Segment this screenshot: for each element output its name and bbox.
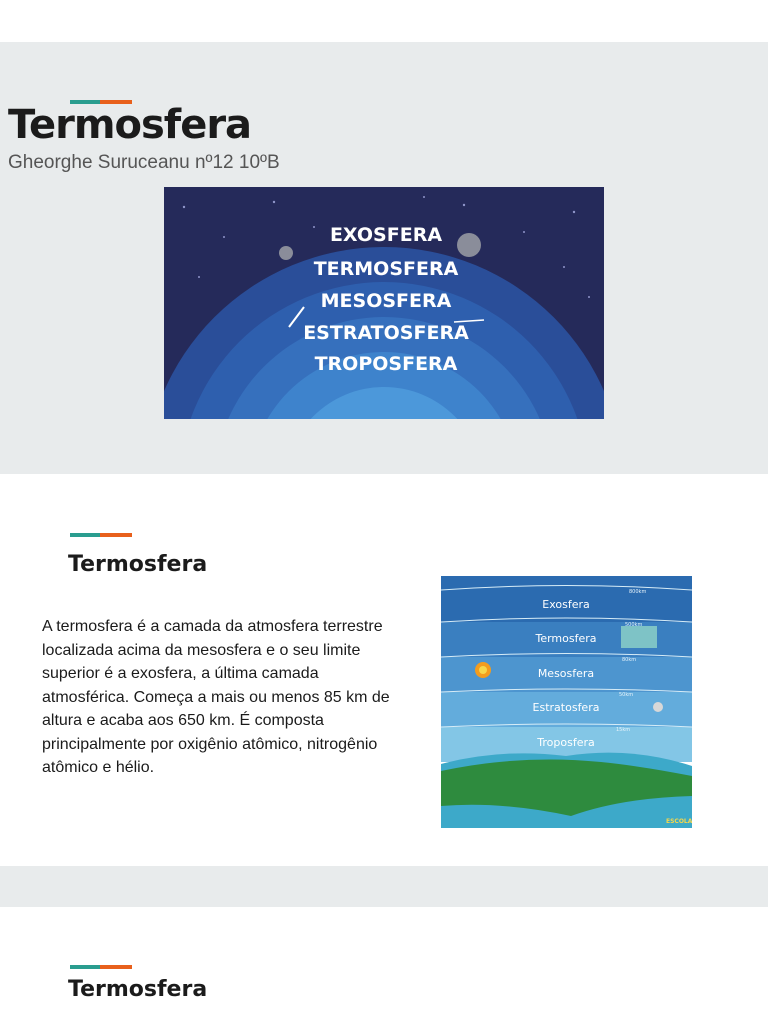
altitude-label-500: 500km [625, 622, 643, 628]
altitude-label-800: 800km [629, 589, 647, 595]
diagram-label-mesosfera: Mesosfera [537, 667, 595, 680]
slide-1 [0, 42, 768, 474]
atmosphere-diagram-image [441, 576, 692, 828]
diagram-label-estratosfera: Estratosfera [532, 701, 600, 714]
diagram-label-termosfera: Termosfera [535, 632, 597, 645]
layer-label-mesosfera: MESOSFERA [320, 290, 452, 312]
layer-label-troposfera: TROPOSFERA [314, 353, 458, 375]
diagram-label-troposfera: Troposfera [537, 736, 595, 749]
altitude-label-15: 15km [616, 727, 631, 733]
layer-label-estratosfera: ESTRATOSFERA [303, 322, 469, 344]
body-paragraph: A termosfera é a camada da atmosfera terrestre localizada acima da mesosfera e o seu limite superior é a exosfera, a última camada atmosférica. Começa a mais ou menos 85 km de altura e acaba aos 650 km. É composta principalmente por oxigênio atômico, nitrogênio atômico e hélio. [42, 618, 390, 776]
layer-label-exosfera: EXOSFERA [329, 224, 443, 246]
title-accent-bar [70, 965, 132, 969]
slide-subtitle: Gheorghe Suruceanu nº12 10ºB [8, 152, 280, 173]
slide-title: Termosfera [8, 102, 252, 148]
atmosphere-layers-image [164, 187, 604, 419]
slide-3 [0, 907, 768, 1024]
slide-2 [0, 474, 768, 866]
layer-label-termosfera: TERMOSFERA [313, 258, 459, 280]
diagram-label-exosfera: Exosfera [542, 598, 590, 611]
slide-title: Termosfera [68, 977, 208, 1002]
altitude-label-50: 50km [619, 692, 634, 698]
diagram-logo: ESCOLA [666, 818, 692, 825]
title-accent-bar [70, 533, 132, 537]
slide-divider [0, 866, 768, 907]
altitude-label-80: 80km [622, 657, 637, 663]
slide-title: Termosfera [68, 552, 208, 577]
